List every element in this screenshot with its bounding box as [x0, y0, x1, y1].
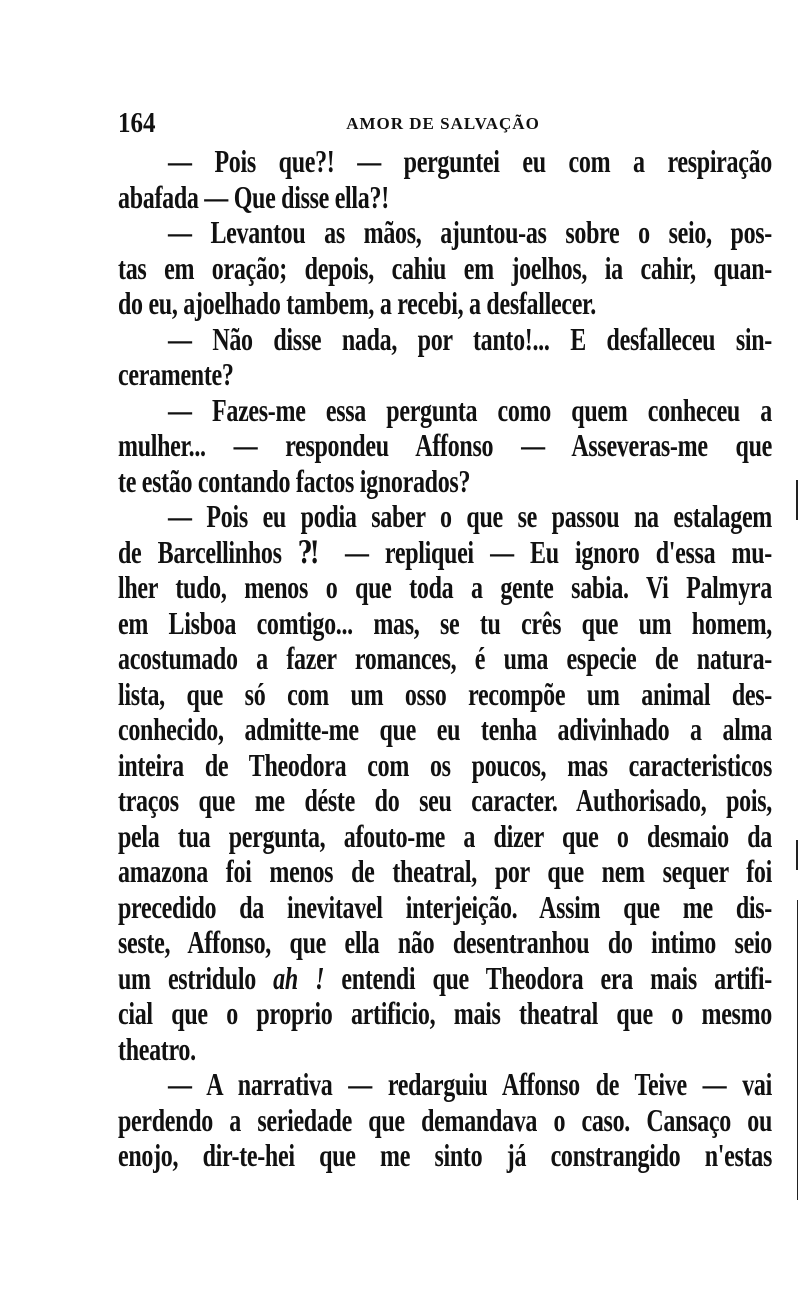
text-line: seste, Affonso, que ella não desentranhou do intimo seio: [118, 926, 772, 961]
page-number: 164: [118, 108, 156, 140]
paragraph: [118, 217, 772, 324]
paragraph: [118, 324, 772, 395]
text-line: mulher... — respondeu Affonso — Asseveras-me que: [118, 429, 772, 464]
paragraph: [118, 395, 772, 502]
text-line: abafada — Que disse ella?!: [118, 181, 389, 216]
text-line: acostumado a fazer romances, é uma especie de natura-: [118, 642, 772, 677]
italic-text: ah !: [273, 962, 325, 997]
text-line: de Barcellinhos ⁈ — repliquei — Eu ignoro d'essa mu-: [118, 536, 772, 571]
scan-edge-mark: [797, 900, 798, 1200]
text-line: — Pois que?! — perguntei eu com a respiração: [168, 145, 772, 180]
text-line: — Pois eu podia saber o que se passou na estalagem: [168, 500, 772, 535]
text-line: lista, que só com um osso recompõe um animal des-: [118, 678, 772, 713]
text-line: pela tua pergunta, afouto-me a dizer que o desmaio da: [118, 820, 772, 855]
paragraph: [118, 1069, 772, 1176]
text-line: te estão contando factos ignorados?: [118, 465, 471, 500]
text-line: do eu, ajoelhado tambem, a recebi, a desfallecer.: [118, 287, 596, 322]
scan-edge-mark: [796, 480, 798, 520]
text-line: traços que me déste do seu caracter. Authorisado, pois,: [118, 784, 772, 819]
text-line: inteira de Theodora com os poucos, mas caracteristicos: [118, 749, 772, 784]
text-line: em Lisboa comtigo... mas, se tu crês que um homem,: [118, 607, 772, 642]
body-text: [118, 146, 772, 1176]
text-line: — A narrativa — redarguiu Affonso de Teive — vai: [168, 1068, 772, 1103]
text-line: — Não disse nada, por tanto!... E desfalleceu sin-: [168, 323, 772, 358]
text-segment: entendi que Theodora era mais artifi-: [324, 962, 772, 997]
paragraph: [118, 501, 772, 1069]
text-line: conhecido, admitte-me que eu tenha adivinhado a alma: [118, 713, 772, 748]
text-line: precedido da inevitavel interjeição. Assim que me dis-: [118, 891, 772, 926]
text-line: ceramente?: [118, 358, 234, 393]
text-line: enojo, dir-te-hei que me sinto já constrangido n'estas: [118, 1139, 772, 1174]
text-segment: um estridulo: [118, 962, 274, 997]
text-line: theatro.: [118, 1033, 196, 1068]
text-line: perdendo a seriedade que demandava o caso. Cansaço ou: [118, 1104, 772, 1139]
running-title: AMOR DE SALVAÇÃO: [346, 114, 540, 133]
text-line: — Levantou as mãos, ajuntou-as sobre o seio, pos-: [168, 216, 772, 251]
scan-edge-mark: [796, 840, 798, 870]
paragraph: [118, 146, 772, 217]
text-line: tas em oração; depois, cahiu em joelhos, ia cahir, quan-: [118, 252, 772, 287]
text-line: amazona foi menos de theatral, por que nem sequer foi: [118, 855, 772, 890]
page-header: [118, 108, 772, 140]
text-line: cial que o proprio artificio, mais theatral que o mesmo: [118, 997, 772, 1032]
text-line: — Fazes-me essa pergunta como quem conheceu a: [168, 394, 772, 429]
text-line: lher tudo, menos o que toda a gente sabia. Vi Palmyra: [118, 571, 772, 606]
